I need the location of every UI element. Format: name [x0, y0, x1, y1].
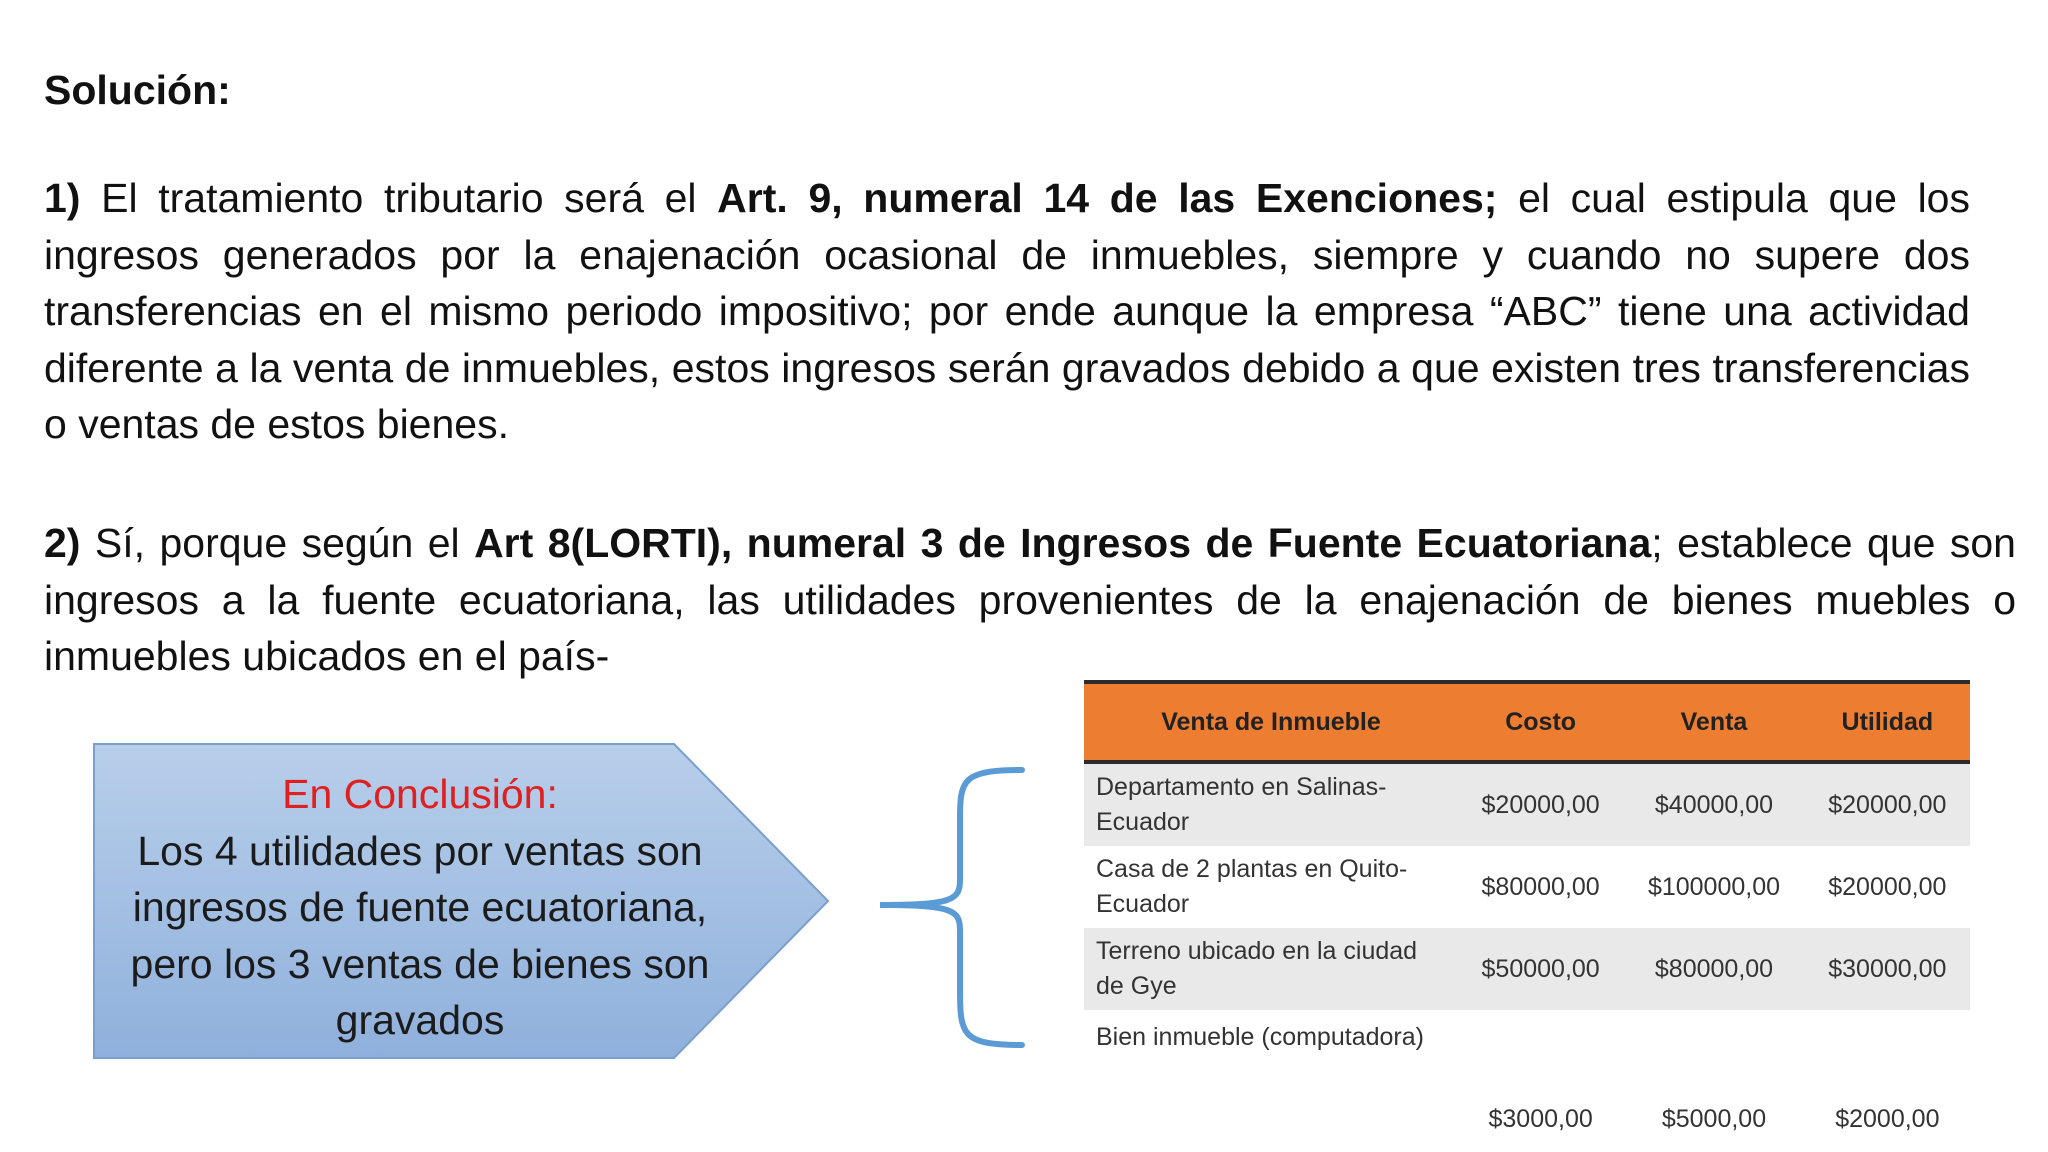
table-row [1084, 1010, 1970, 1146]
row-cost: $50000,00 [1481, 954, 1600, 983]
curly-brace-icon [872, 760, 1032, 1060]
sales-table [1084, 680, 1970, 1146]
paragraph-1 [44, 170, 1970, 453]
row-cost: $20000,00 [1481, 790, 1600, 819]
paragraph-2-number: 2) [44, 520, 81, 566]
row-sale: $80000,00 [1654, 954, 1774, 983]
row-profit: $30000,00 [1828, 954, 1947, 983]
row-profit: $2000,00 [1835, 1105, 1940, 1133]
paragraph-2-text-b: ; establece que son ingresos a la fuente ecuatoriana, las utilidades provenientes de la enajenación de bienes muebles o inmuebles ubicados en el país- [44, 520, 2016, 679]
paragraph-2-bold-reference: Art 8(LORTI), numeral 3 de Ingresos de Fuente Ecuatoriana [474, 520, 1652, 566]
row-sale: $40000,00 [1654, 790, 1774, 819]
table-row [1084, 846, 1970, 928]
paragraph-1-text-a: El tratamiento tributario será el [80, 175, 718, 221]
table-header-row [1084, 682, 1970, 762]
sales-table-grid [1084, 680, 1970, 1146]
conclusion-title: En Conclusión: [282, 771, 558, 817]
row-cost: $80000,00 [1481, 872, 1600, 901]
row-profit: $20000,00 [1828, 790, 1947, 819]
header-cost: Costo [1458, 682, 1623, 762]
row-sale: $100000,00 [1647, 872, 1781, 901]
header-property-sale: Venta de Inmueble [1084, 682, 1458, 762]
header-profit: Utilidad [1805, 682, 1970, 762]
paragraph-2 [44, 515, 2016, 685]
row-profit: $20000,00 [1828, 872, 1947, 901]
conclusion-body: Los 4 utilidades por ventas son ingresos de fuente ecuatoriana, pero los 3 ventas de bienes son gravados [130, 827, 710, 1043]
row-property-name: Casa de 2 plantas en Quito-Ecuador [1096, 855, 1408, 918]
table-row [1084, 762, 1970, 846]
header-sale: Venta [1623, 682, 1804, 762]
conclusion-arrow-callout [92, 742, 832, 1060]
row-property-name: Bien inmueble (computadora) [1096, 1023, 1424, 1051]
row-sale: $5000,00 [1661, 1105, 1767, 1133]
row-cost: $3000,00 [1488, 1105, 1593, 1133]
paragraph-1-bold-reference: Art. 9, numeral 14 de las Exenciones; [717, 175, 1498, 221]
row-property-name: Terreno ubicado en la ciudad de Gye [1096, 937, 1418, 1000]
solution-heading: Solución: [44, 67, 231, 113]
paragraph-1-number: 1) [44, 175, 81, 221]
row-property-name: Departamento en Salinas-Ecuador [1096, 773, 1387, 836]
conclusion-text-block [92, 766, 748, 1049]
paragraph-2-text-a: Sí, porque según el [80, 520, 475, 566]
table-row [1084, 928, 1970, 1010]
paragraph-1-text-b: el cual estipula que los ingresos generados por la enajenación ocasional de inmuebles, siempre y cuando no supere dos transferencias en el mismo periodo impositivo; por ende aunque la empresa “ABC” tiene una actividad diferente a la venta de inmuebles, estos ingresos serán gravados debido a que existen tres transferencias o ventas de estos bienes. [44, 175, 1970, 447]
